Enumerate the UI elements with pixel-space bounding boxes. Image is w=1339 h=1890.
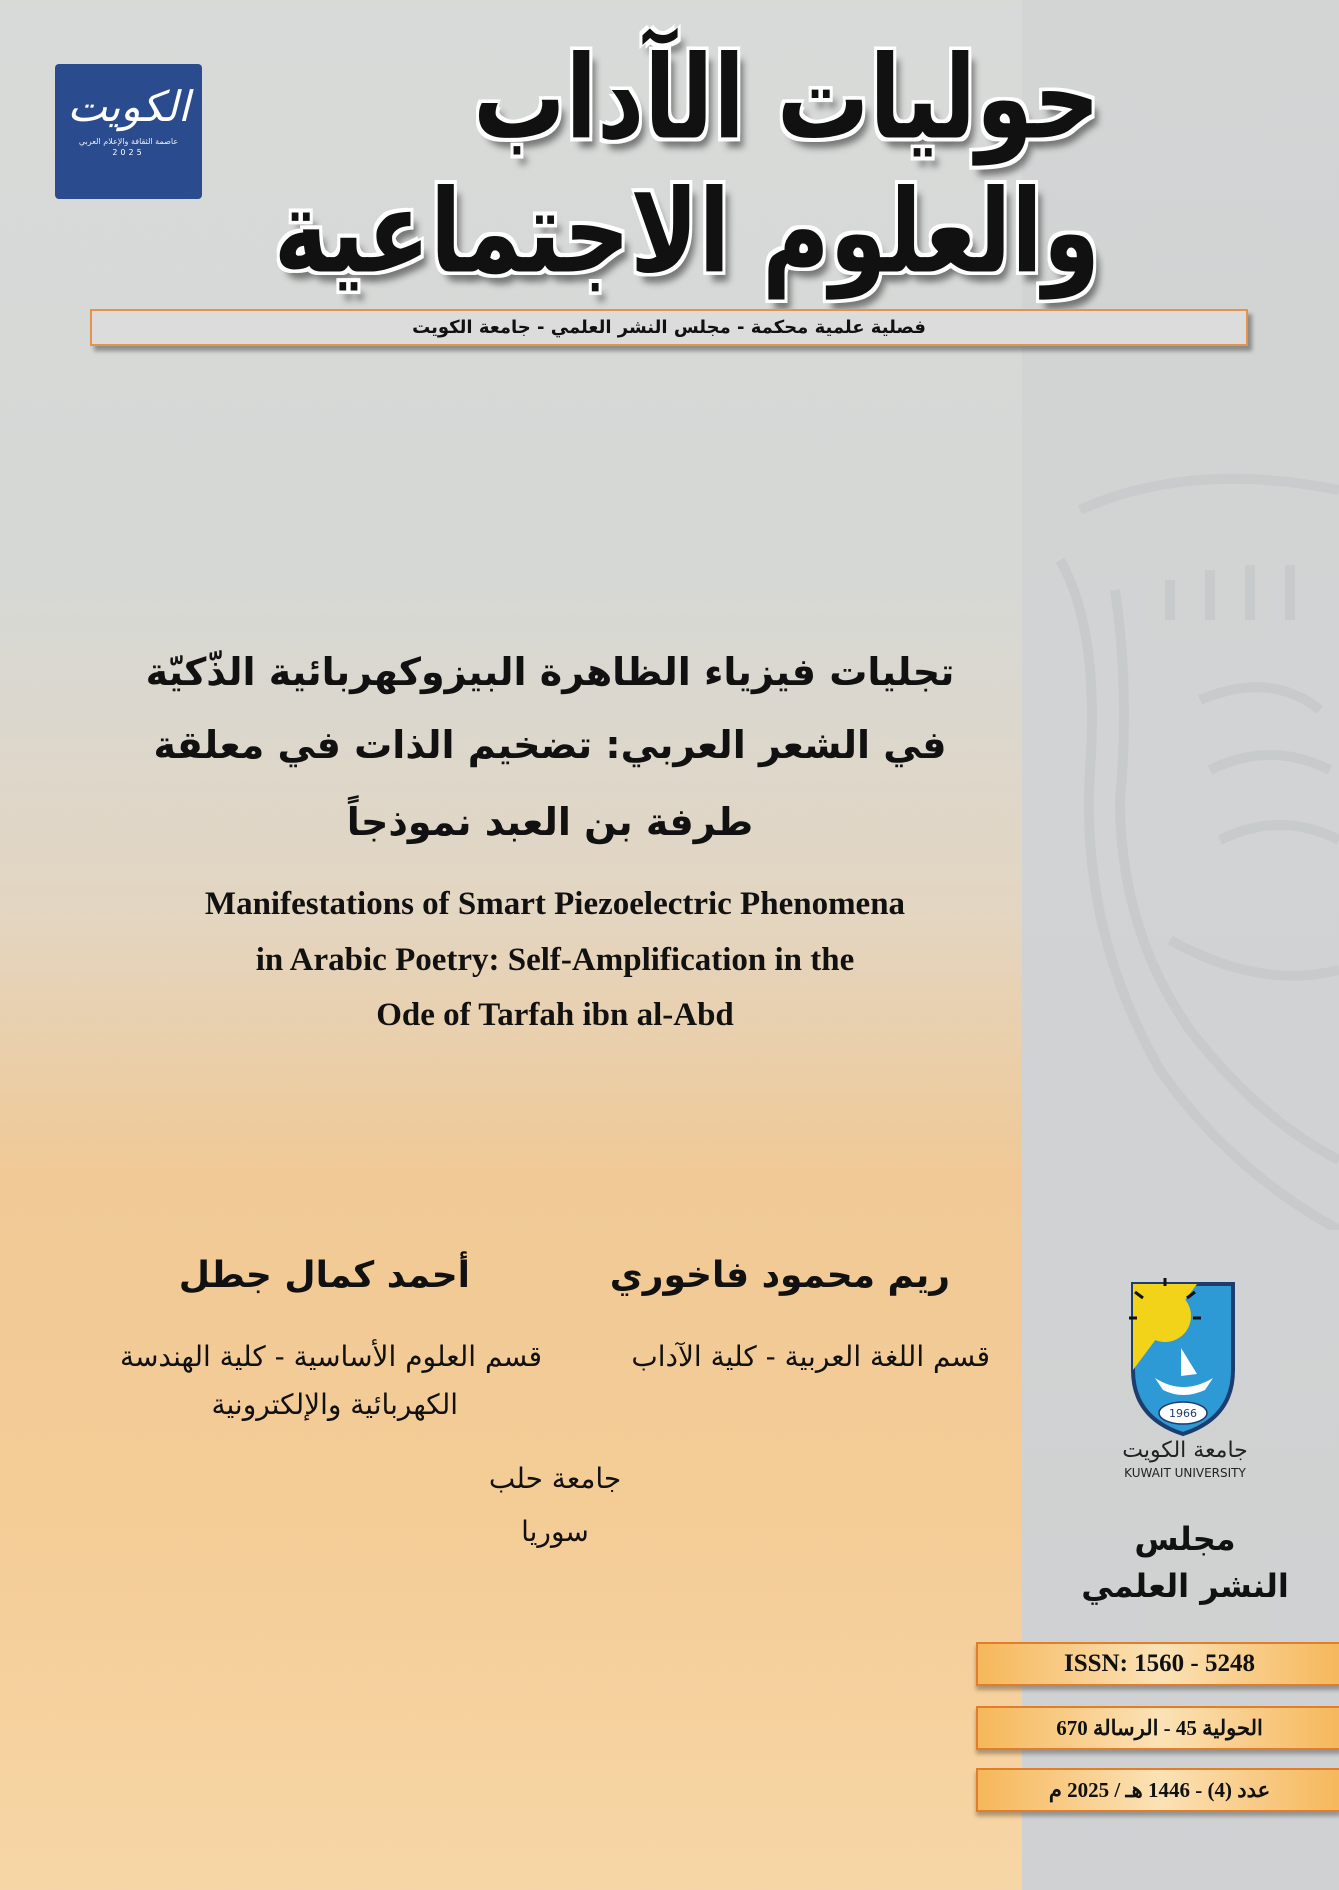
article-title-ar-line-1: تجليات فيزياء الظاهرة البيزوكهربائية الذّكيّة <box>145 650 955 694</box>
volume-text: الحولية 45 - الرسالة 670 <box>1056 1715 1263 1740</box>
article-title-ar-line-2: في الشعر العربي: تضخيم الذات في معلقة <box>153 723 947 767</box>
journal-title: حوليات الآداب والعلوم الاجتماعية <box>273 31 1100 299</box>
kuwait-university-name-en: KUWAIT UNIVERSITY <box>1124 1466 1246 1480</box>
author-name-2: أحمد كمال جطل <box>178 1255 470 1296</box>
issue-box <box>976 1768 1339 1812</box>
author-dept-2-line-1: قسم العلوم الأساسية - كلية الهندسة <box>119 1340 542 1373</box>
affiliation-university: جامعة حلب <box>488 1462 622 1495</box>
author-dept-1: قسم اللغة العربية - كلية الآداب <box>631 1340 990 1373</box>
emblem-year: 1966 <box>1169 1407 1197 1420</box>
article-title-en-line-3: Ode of Tarfah ibn al-Abd <box>376 997 734 1033</box>
logo-year: 2025 <box>112 148 145 157</box>
logo-subtitle: عاصمة الثقافة والإعلام العربي <box>78 137 179 146</box>
emblem-watermark <box>1020 470 1339 1230</box>
issn-box <box>976 1642 1339 1686</box>
logo-calligraphy: الكويت <box>67 82 190 131</box>
kuwait-university-name-ar: جامعة الكويت <box>1122 1438 1248 1463</box>
article-title-ar-line-3: طرفة بن العبد نموذجاً <box>346 800 754 844</box>
article-title-en-line-2: in Arabic Poetry: Self-Amplification in the <box>255 942 855 978</box>
journal-subtitle-bar: فصلية علمية محكمة - مجلس النشر العلمي - جامعة الكويت <box>90 309 1248 346</box>
volume-box <box>976 1706 1339 1750</box>
capital-of-culture-logo <box>55 64 202 199</box>
council-line-2: النشر العلمي <box>1081 1567 1289 1605</box>
author-dept-2-line-2: الكهربائية والإلكترونية <box>211 1388 458 1421</box>
kuwait-university-emblem <box>1125 1278 1241 1438</box>
article-title-en-line-1: Manifestations of Smart Piezoelectric Phenomena <box>204 886 906 922</box>
council-line-1: مجلس <box>1134 1520 1236 1558</box>
affiliation-country: سوريا <box>521 1515 589 1548</box>
issn-text: ISSN: 1560 - 5248 <box>1064 1650 1255 1677</box>
author-name-1: ريم محمود فاخوري <box>609 1255 950 1296</box>
issue-text: عدد (4) - 1446 هـ / 2025 م <box>1048 1777 1271 1802</box>
